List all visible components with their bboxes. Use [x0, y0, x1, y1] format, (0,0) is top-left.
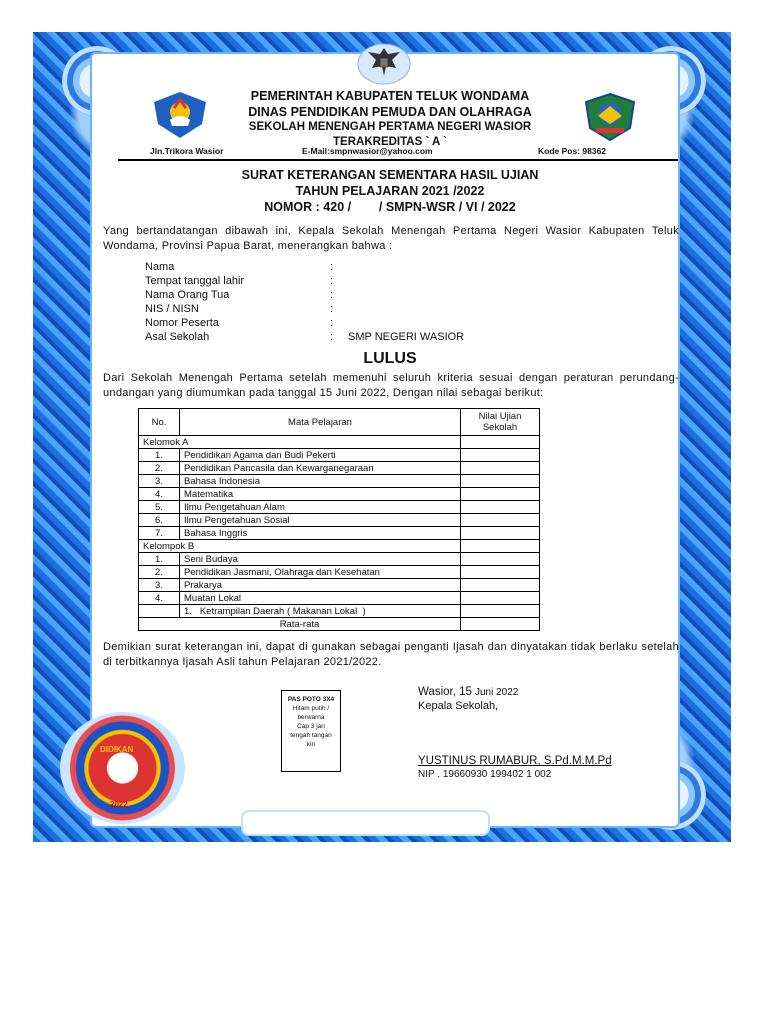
field-label: Nomor Peserta — [145, 317, 219, 329]
signature-role: Kepala Sekolah, — [418, 700, 499, 712]
header-postal-code: Kode Pos: 98362 — [538, 146, 607, 156]
bottom-banner — [243, 812, 488, 834]
table-row: 3. Prakarya — [139, 579, 540, 592]
field-label: Tempat tanggal lahir — [145, 275, 245, 287]
garuda-emblem-icon — [356, 40, 412, 86]
grades-table — [138, 408, 540, 631]
signatory-name: YUSTINUS RUMABUR, S.Pd.M.M.Pd — [418, 755, 612, 767]
field-row-parent: Nama Orang Tua : — [145, 289, 334, 301]
header-government: PEMERINTAH KABUPATEN TELUK WONDAMA — [250, 89, 530, 103]
education-badge-icon: DIDIKAN 2022 — [60, 712, 185, 824]
header-email: E-Mail:smpnwasior@yahoo.com — [302, 146, 433, 156]
table-row: 5. Ilmu Pengetahuan Alam — [139, 501, 540, 514]
document-number: NOMOR : 420 / / SMPN-WSR / VI / 2022 — [264, 200, 516, 214]
statement-paragraph: Dari Sekolah Menengah Pertama setelah memenuhi seluruh kriteria sesuai dengan peraturan perundang-undangan yang diumumkan pada tanggal 15 Juni 2022, Dengan nilai sebagai berikut: — [103, 372, 679, 399]
field-label: Nama Orang Tua — [145, 289, 230, 301]
table-row: 4. Muatan Lokal — [139, 592, 540, 605]
group-row — [139, 540, 540, 553]
intro-paragraph: Yang bertandatangan dibawah ini, Kepala Sekolah Menengah Pertama Negeri Wasior Kabupaten Teluk Wondama, Provinsi Papua Barat, menerangkan bahwa : — [103, 225, 679, 252]
table-row: 1. Pendidikan Agama dan Budi Pekerti — [139, 449, 540, 462]
signature-place-date: Wasior, 15 Juni 2022 — [418, 686, 519, 698]
table-row: 6. Ilmu Pengetahuan Sosial — [139, 514, 540, 527]
document-title: SURAT KETERANGAN SEMENTARA HASIL UJIAN — [241, 168, 539, 182]
table-row — [139, 605, 540, 618]
status-lulus: LULUS — [363, 350, 417, 367]
table-header-row — [139, 409, 540, 436]
average-row — [139, 618, 540, 631]
field-row-name: Nama : — [145, 261, 334, 273]
header-accreditation: TERAKREDITAS ` A ` — [333, 136, 447, 148]
document-academic-year: TAHUN PELAJARAN 2021 /2022 — [295, 184, 485, 198]
tut-wuri-handayani-logo-icon — [152, 90, 208, 140]
photo-placeholder: PAS POTO 3X4 Hitam putih / berwarna Cap 3 jari tengah tangan kiri — [281, 690, 341, 772]
table-row: 2. Pendidikan Jasmani, Olahraga dan Kesehatan — [139, 566, 540, 579]
field-label: NIS / NISN — [145, 303, 199, 315]
header-score: Nilai Ujian Sekolah — [461, 409, 540, 436]
field-label: Nama — [145, 261, 175, 273]
table-row: 4. Matematika — [139, 488, 540, 501]
header-department: DINAS PENDIDIKAN PEMUDA DAN OLAHRAGA — [248, 105, 532, 119]
header-no: No. — [139, 409, 180, 436]
sub-row-local-skill: 1. Ketrampilan Daerah ( Makanan Lokal ) — [180, 605, 461, 618]
group-a-label: Kelomok A — [139, 436, 461, 449]
field-row-school: Asal Sekolah : SMP NEGERI WASIOR — [145, 331, 465, 343]
field-label: Asal Sekolah — [145, 331, 210, 343]
header-subject: Mata Pelajaran — [180, 409, 461, 436]
group-b-label: Kelompok B — [139, 540, 461, 553]
signatory-nip: NIP . 19660930 199402 1 002 — [418, 769, 552, 780]
closing-paragraph: Demikian surat keterangan ini, dapat di gunakan sebagai penganti Ijasah dan dinyatakan tidak berlaku setelah di terbitkannya Ijasah Asli tahun Pelajaran 2021/2022. — [103, 641, 679, 668]
table-row: 1. Seni Budaya — [139, 553, 540, 566]
field-row-exam-number: Nomor Peserta : — [145, 317, 334, 329]
teluk-wondama-regency-logo-icon — [584, 92, 636, 142]
table-row: 3. Bahasa Indonesia — [139, 475, 540, 488]
header-divider — [118, 159, 678, 161]
group-row — [139, 436, 540, 449]
field-value: SMP NEGERI WASIOR — [348, 331, 465, 343]
field-row-nis: NIS / NISN : — [145, 303, 334, 315]
average-label: Rata-rata — [139, 618, 461, 631]
table-row: 2. Pendidikan Pancasila dan Kewarganegaraan — [139, 462, 540, 475]
header-address: Jln.Trikora Wasior — [150, 146, 224, 156]
field-row-birth: Tempat tanggal lahir : — [145, 275, 334, 287]
header-school: SEKOLAH MENENGAH PERTAMA NEGERI WASIOR — [248, 121, 532, 133]
student-fields — [145, 261, 485, 345]
table-row: 7. Bahasa Inggris — [139, 527, 540, 540]
